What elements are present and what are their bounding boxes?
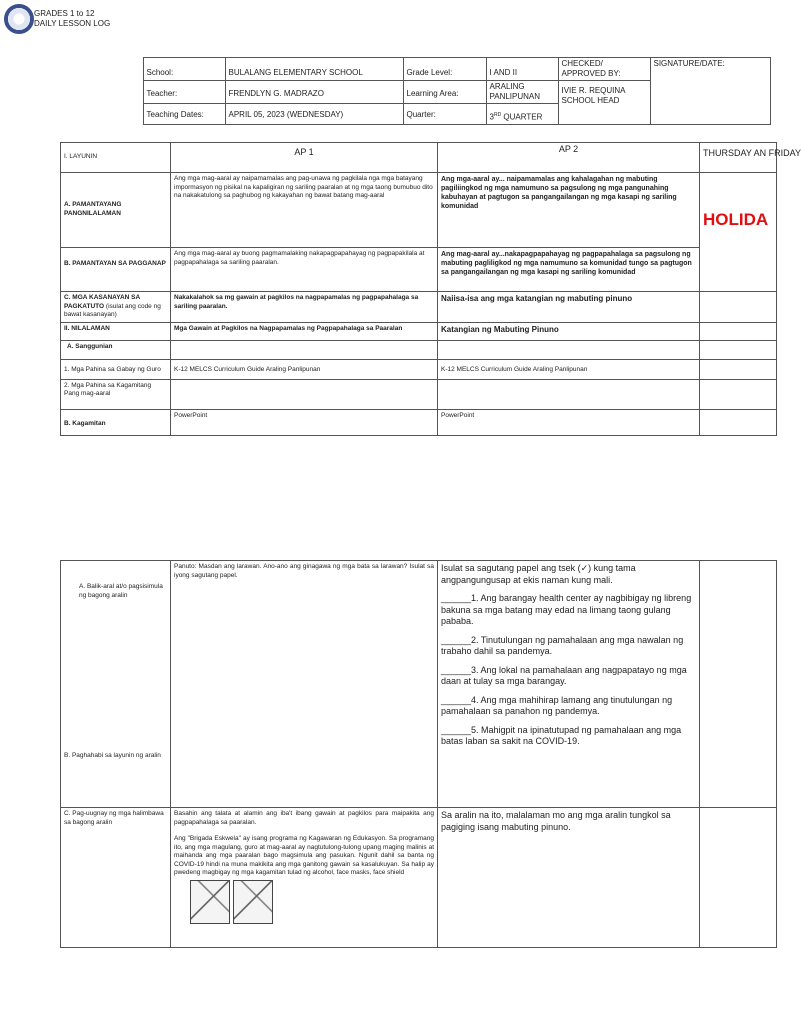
- balik-paghahabi-label-cell: [61, 561, 171, 808]
- sanggunian-thu-cell: [700, 340, 777, 359]
- pamantayan-sa-pagganap-label: B. PAMANTAYAN SA PAGGANAP: [61, 248, 171, 292]
- quiz-item-3: ______3. Ang lokal na pamahalaan ang nagpapatayo ng mga daan at tulay sa mga barangay.: [441, 664, 687, 686]
- kagamitan-ap1-text: PowerPoint: [171, 409, 438, 435]
- checked-approved-label: CHECKED/ APPROVED BY:: [558, 58, 650, 81]
- quarter-number: 3: [489, 112, 494, 122]
- approver-name: IVIE R. REQUINA SCHOOL HEAD: [558, 81, 650, 125]
- logo-cell: [10, 58, 143, 125]
- teacher-value: FRENDLYN G. MADRAZO: [225, 81, 403, 104]
- kagamitang-thu-cell: [700, 379, 777, 409]
- grade-level-label: Grade Level:: [403, 58, 486, 81]
- quarter-suffix: RD: [493, 112, 502, 118]
- school-label: School:: [143, 58, 225, 81]
- pagganap-ap1-text: Ang mga mag-aaral ay buong pagmamalaking nakapagpapahayag ng pagpapakilala at pagpapahalaga sa sariling paaralan.: [171, 248, 438, 292]
- grades-label: GRADES 1 to 12: [34, 9, 95, 18]
- pag-uugnay-ap1-paragraph-2: Ang "Brigada Eskwela" ay isang programa ng Kagawaran ng Edukasyon. Sa programang ito, ang mga magulang, guro at mag-aaral ay nagtutulong-tulong upang maging malinis at maihanda ang mga paaralan bago magsimula ang pasukan. Ngunit dahil sa banta ng COVID-19 hindi na muna makikita ang mga ganitong gawain sa kasalukuyan. Sa halip ay pwedeng magbigay ng mga kagamitan tulad ng alcohol, face masks, face shield: [174, 835, 434, 876]
- kagamitan-ap2-text: PowerPoint: [438, 409, 700, 435]
- nilalaman-thu-cell: [700, 322, 777, 340]
- pag-uugnay-ap1-paragraph-1: Basahin ang talata at alamin ang iba't ibang gawain at pagkilos para maipakita ang pagpapahalaga sa paaralan.: [174, 810, 434, 826]
- nilalaman-label: II. NILALAMAN: [61, 322, 171, 340]
- gabay-ng-guro-label: 1. Mga Pahina sa Gabay ng Guro: [61, 359, 171, 379]
- deped-seal-logo: [4, 4, 34, 34]
- teaching-dates-value: APRIL 05, 2023 (WEDNESDAY): [225, 104, 403, 125]
- quarter-word: QUARTER: [503, 112, 543, 122]
- kagamitang-pang-mag-aaral-label: 2. Mga Pahina sa Kagamitang Pang mag-aaral: [61, 379, 171, 409]
- teaching-dates-label: Teaching Dates:: [143, 104, 225, 125]
- kasanayan-ap2-text: Naiisa-isa ang mga katangian ng mabuting pinuno: [438, 292, 700, 323]
- teacher-label: Teacher:: [143, 81, 225, 104]
- pag-uugnay-ap1-cell: [171, 808, 438, 948]
- balik-aral-ap1-text: Panuto: Masdan ang larawan. Ano-ano ang ginagawa ng mga bata sa larawan? Isulat sa iyong sagutang papel.: [171, 561, 438, 808]
- thursday-friday-heading: THURSDAY AN FRIDAY: [700, 143, 777, 173]
- quiz-item-4: ______4. Ang mga mahihirap lamang ang tinutulungan ng pamahalaan sa panahon ng pandemya.: [441, 694, 673, 716]
- ap1-heading: AP 1: [171, 143, 438, 173]
- pag-uugnay-ap2-text: Sa aralin na ito, malalaman mo ang mga aralin tungkol sa pagiging isang mabuting pinuno.: [438, 808, 700, 948]
- layunin-heading: I. LAYUNIN: [61, 143, 171, 173]
- header-info-table: [10, 57, 771, 125]
- grade-level-value: I AND II: [486, 58, 558, 81]
- brigada-eskwela-illustration-1: [190, 880, 230, 924]
- illustrations: [174, 880, 434, 928]
- brigada-eskwela-illustration-2: [233, 880, 273, 924]
- quiz-item-2: ______2. Tinutulungan ng pamahalaan ang mga nawalan ng trabaho dahil sa pandemya.: [441, 634, 684, 656]
- learning-area-label: Learning Area:: [403, 81, 486, 104]
- gabay-ap2-text: K-12 MELCS Curriculum Guide Araling Panlipunan: [438, 359, 700, 379]
- quiz-item-1: ______1. Ang barangay health center ay nagbibigay ng libreng bakuna sa mga batang may edad na limang taong gulang pababa.: [441, 593, 692, 626]
- kagamitang-ap2-cell: [438, 379, 700, 409]
- pagganap-ap2-text: Ang mag-aaral ay...nakapagpapahayag ng pagpapahalaga sa pagsulong ng mabuting pagliligkod ng mga namumuno sa komunidad tungo sa pagtugon sa pangangailangan ng mga kasapi ng sariling komunidad: [438, 248, 700, 292]
- ap2-heading: AP 2: [438, 143, 700, 173]
- kasanayan-label-cell: [61, 292, 171, 323]
- kagamitan-label: B. Kagamitan: [61, 409, 171, 435]
- quarter-value: [486, 104, 558, 125]
- pamantayang-pangnilalaman-label: A. PAMANTAYANG PANGNILALAMAN: [61, 173, 171, 248]
- form-title: [34, 9, 110, 29]
- holiday-cell: [700, 173, 777, 292]
- quiz-cell: [438, 561, 700, 808]
- gabay-thu-cell: [700, 359, 777, 379]
- lesson-procedures-table: [60, 560, 777, 948]
- lesson-objectives-table: [60, 142, 801, 436]
- pamantayang-ap2-text: Ang mga-aaral ay... naipamamalas ang kahalagahan ng mabuting pagiliingkod ng mga namumuno sa pagsulong ng mga pangunahing kabuhayan at pagtugon sa pangangailangan ng mga kasapi ng sariling komunidad: [438, 173, 700, 248]
- signature-date-label: SIGNATURE/DATE:: [650, 58, 770, 125]
- kagamitan-thu-cell: [700, 409, 777, 435]
- kagamitang-ap1-cell: [171, 379, 438, 409]
- paghahabi-label: B. Paghahabi sa layunin ng aralin: [64, 752, 161, 759]
- quiz-instructions: Isulat sa sagutang papel ang tsek (✓) kung tama angpangungusap at ekis naman kung mali.: [441, 563, 636, 585]
- holiday-label: HOLIDA: [703, 210, 769, 229]
- school-value: BULALANG ELEMENTARY SCHOOL: [225, 58, 403, 81]
- kasanayan-ap1-text: Nakakalahok sa mg gawain at pagkilos na nagpapamalas ng pagpapahalaga sa sariling paaralan.: [171, 292, 438, 323]
- sanggunian-ap2-cell: [438, 340, 700, 359]
- kasanayan-thu-cell: [700, 292, 777, 323]
- pamantayang-ap1-text: Ang mga mag-aaral ay naipamamalas ang pag-unawa ng pagkilala nga mga batayang impormasyon ng pisikal na kapaligiran ng sariling paaralan at ng mga taong bumubuo dito na nakakatulong sa paghubog ng kakayahan ng bawat batang mag-aaral: [171, 173, 438, 248]
- balik-aral-label: A. Balik-aral at/o pagsisimula ng bagong aralin: [79, 583, 163, 599]
- sanggunian-label: A. Sanggunian: [61, 340, 171, 359]
- quiz-item-5: ______5. Mahigpit na ipinatutupad ng pamahalaan ang mga batas laban sa sakit na COVID-19.: [441, 724, 682, 746]
- sanggunian-ap1-cell: [171, 340, 438, 359]
- learning-area-value: ARALING PANLIPUNAN: [486, 81, 558, 104]
- nilalaman-ap2-text: Katangian ng Mabuting Pinuno: [438, 322, 700, 340]
- nilalaman-ap1-text: Mga Gawain at Pagkilos na Nagpapamalas ng Pagpapahalaga sa Paaralan: [171, 322, 438, 340]
- balik-thu-cell: [700, 561, 777, 808]
- kasanayan-label: C. MGA KASANAYAN SA PAGKATUTO: [64, 294, 140, 310]
- gabay-ap1-text: K-12 MELCS Curriculum Guide Araling Panlipunan: [171, 359, 438, 379]
- daily-lesson-log-label: DAILY LESSON LOG: [34, 19, 111, 28]
- kasanayan-sublabel: (isulat ang code ng bawat kasanayan): [64, 302, 161, 318]
- pag-uugnay-thu-cell: [700, 808, 777, 948]
- quarter-label: Quarter:: [403, 104, 486, 125]
- pag-uugnay-label: C. Pag-uugnay ng mga halimbawa sa bagong aralin: [61, 808, 171, 948]
